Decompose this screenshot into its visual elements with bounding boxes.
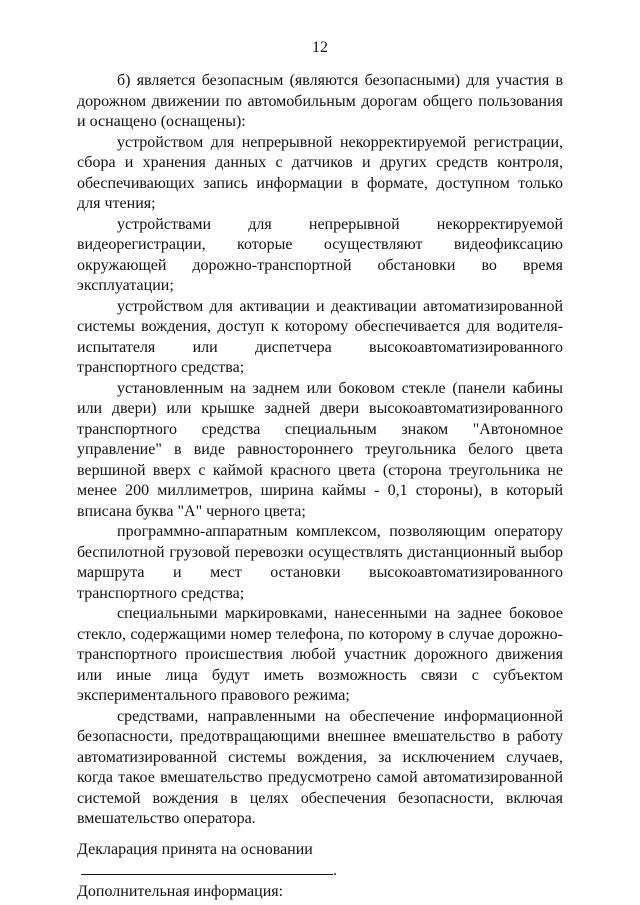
- paragraph-autonomous-sign: установленным на заднем или боковом стекле (панели кабины или двери) или крышке задней двери высокоавтоматизированного транспортного средства специальным знаком "Автономное управление" в виде равностороннего треугольника белого цвета вершиной вверх с каймой красного цвета (сторона треугольника не менее 200 миллиметров, ширина каймы - 0,1 стороны), в который вписана буква "А" черного цвета;: [77, 379, 563, 520]
- declaration-blank-field: [81, 860, 333, 875]
- paragraph-remote-route-complex: программно-аппаратным комплексом, позволяющим оператору беспилотной грузовой перевозки осуществлять дистанционный выбор маршрута и мест остановки высокоавтоматизированного транспортного средства;: [77, 523, 563, 602]
- paragraph-phone-markings: специальными маркировками, нанесенными на заднее боковое стекло, содержащими номер телефона, по которому в случае дорожно-транспортного происшествия любой участник дорожного движения или иные лица будут иметь возможность связи с субъектом экспериментального правового режима;: [77, 605, 563, 704]
- page-number: 12: [312, 39, 328, 56]
- paragraph-activation-device: устройством для активации и деактивации автоматизированной системы вождения, доступ к которому обеспечивается для водителя-испытателя или диспетчера высокоавтоматизированного транспортного средства;: [77, 297, 563, 376]
- paragraph-safety-intro: б) является безопасным (являются безопасными) для участия в дорожном движении по автомобильным дорогам общего пользования и оснащено (оснащены):: [77, 72, 563, 130]
- declaration-label: Декларация принята на основании: [77, 840, 313, 858]
- additional-info-label: Дополнительная информация:: [77, 882, 284, 900]
- paragraph-information-security: средствами, направленными на обеспечение информационной безопасности, предотвращающими внешнее вмешательство в работу автоматизированной системы вождения, за исключением случаев, когда такое вмешательство предусмотрено самой автоматизированной системой вождения в целях обеспечения безопасности, включая вмешательство оператора.: [77, 707, 563, 827]
- paragraph-video-recorder: устройствами для непрерывной некорректируемой видеорегистрации, которые осуществляют видеофиксацию окружающей дорожно-транспортной обстановки во время эксплуатации;: [77, 215, 563, 294]
- paragraph-data-recorder: устройством для непрерывной некорректируемой регистрации, сбора и хранения данных с датчиков и других средств контроля, обеспечивающих запись информации в формате, доступном только для чтения;: [77, 133, 563, 212]
- document-body: [77, 71, 563, 902]
- declaration-line: [77, 840, 563, 882]
- declaration-end: .: [333, 862, 337, 879]
